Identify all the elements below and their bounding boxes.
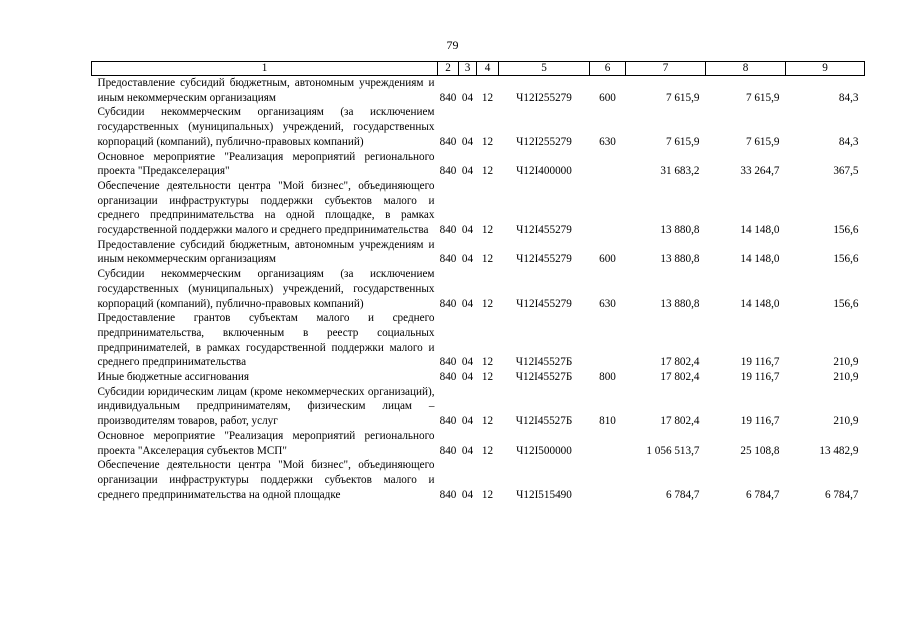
row-amount-col7: 17 802,4 — [660, 415, 700, 428]
header-col-5: 5 — [499, 62, 590, 76]
row-section-code: 04 — [461, 135, 474, 148]
row-description: Обеспечение деятельности центра "Мой бизнес", объединяющего организации инфраструктуры поддержки субъектов малого и среднего предпринимательства на одной площадке, в рамках государственной поддержки малого и среднего предпринимательства — [97, 179, 435, 237]
row-expense-type: 630 — [599, 297, 616, 310]
row-amount-col7: 13 880,8 — [660, 297, 700, 310]
table-row — [92, 458, 865, 502]
row-amount-col8: 7 615,9 — [745, 91, 780, 104]
header-col-3: 3 — [459, 62, 477, 76]
row-amount-col8: 14 148,0 — [740, 253, 780, 266]
row-expense-type — [590, 311, 626, 370]
row-amount-col7: 7 615,9 — [665, 135, 700, 148]
row-amount-col9: 210,9 — [833, 371, 859, 384]
row-expense-type — [590, 150, 626, 179]
table-row — [92, 429, 865, 458]
header-col-4: 4 — [477, 62, 499, 76]
row-ministry-code: 840 — [439, 253, 457, 266]
row-description: Предоставление субсидий бюджетным, автономным учреждениям и иным некоммерческим организациям — [97, 77, 435, 104]
row-amount-col7: 17 802,4 — [660, 371, 700, 384]
header-col-7: 7 — [626, 62, 706, 76]
table-row — [92, 311, 865, 370]
row-section-code: 04 — [461, 91, 474, 104]
row-amount-col7: 31 683,2 — [660, 165, 700, 178]
row-target-article: Ч12I45527Б — [515, 371, 573, 384]
row-target-article: Ч12I515490 — [516, 488, 572, 501]
row-amount-col7: 13 880,8 — [660, 253, 700, 266]
row-ministry-code: 840 — [439, 224, 457, 237]
row-amount-col7: 1 056 513,7 — [646, 444, 700, 457]
row-amount-col9: 84,3 — [838, 135, 859, 148]
row-amount-col8: 19 116,7 — [740, 371, 780, 384]
row-subsection-code: 12 — [481, 415, 494, 428]
row-section-code: 04 — [461, 224, 474, 237]
row-amount-col7: 13 880,8 — [660, 224, 700, 237]
row-target-article: Ч12I255279 — [516, 91, 572, 104]
table-row — [92, 238, 865, 267]
row-target-article: Ч12I400000 — [516, 165, 572, 178]
row-target-article: Ч12I45527Б — [515, 415, 573, 428]
row-description: Основное мероприятие "Реализация мероприятий регионального проекта "Предакселерация" — [97, 150, 435, 178]
row-subsection-code: 12 — [481, 356, 494, 369]
table-row — [92, 105, 865, 149]
row-description: Предоставление субсидий бюджетным, автономным учреждениям и иным некоммерческим организациям — [97, 238, 435, 266]
row-description: Предоставление грантов субъектам малого и среднего предпринимательства, включенным в реестр социальных предпринимателей, в рамках государственной поддержки малого и среднего предпринимательства — [97, 312, 435, 369]
row-amount-col8: 19 116,7 — [740, 415, 780, 428]
row-amount-col9: 156,6 — [833, 253, 859, 266]
table-row — [92, 385, 865, 429]
row-target-article: Ч12I455279 — [516, 224, 572, 237]
row-expense-type: 810 — [599, 415, 616, 428]
row-amount-col9: 210,9 — [833, 356, 859, 369]
row-subsection-code: 12 — [481, 488, 494, 501]
row-target-article: Ч12I455279 — [516, 253, 572, 266]
row-amount-col9: 156,6 — [833, 297, 859, 310]
table-row — [92, 150, 865, 179]
row-description: Субсидии некоммерческим организациям (за исключением государственных (муниципальных) учреждений, государственных корпораций (компаний), публично-правовых компаний) — [97, 268, 435, 310]
row-section-code: 04 — [461, 297, 474, 310]
row-target-article: Ч12I455279 — [516, 297, 572, 310]
row-ministry-code: 840 — [439, 135, 457, 148]
row-amount-col8: 19 116,7 — [740, 356, 780, 369]
row-section-code: 04 — [461, 356, 474, 369]
table-body — [92, 76, 865, 503]
header-col-6: 6 — [590, 62, 626, 76]
row-amount-col8: 14 148,0 — [740, 297, 780, 310]
row-ministry-code: 840 — [439, 444, 457, 457]
row-amount-col9: 84,3 — [838, 91, 859, 104]
row-amount-col8: 33 264,7 — [740, 165, 780, 178]
row-description: Субсидии некоммерческим организациям (за исключением государственных (муниципальных) учреждений, государственных корпораций (компаний), публично-правовых компаний) — [97, 106, 435, 148]
row-ministry-code: 840 — [439, 91, 457, 104]
row-subsection-code: 12 — [481, 224, 494, 237]
row-expense-type — [590, 458, 626, 502]
row-expense-type: 630 — [599, 135, 616, 148]
row-subsection-code: 12 — [481, 165, 494, 178]
row-amount-col8: 14 148,0 — [740, 224, 780, 237]
row-amount-col8: 25 108,8 — [740, 444, 780, 457]
header-row — [92, 62, 865, 76]
header-col-9: 9 — [786, 62, 865, 76]
row-ministry-code: 840 — [439, 488, 457, 501]
row-expense-type — [590, 429, 626, 458]
row-description: Обеспечение деятельности центра "Мой бизнес", объединяющего организации инфраструктуры поддержки субъектов малого и среднего предпринимательства на одной площадке — [97, 459, 435, 501]
row-target-article: Ч12I45527Б — [515, 356, 573, 369]
row-subsection-code: 12 — [481, 135, 494, 148]
row-description: Иные бюджетные ассигнования — [97, 371, 249, 384]
row-amount-col8: 7 615,9 — [745, 135, 780, 148]
row-ministry-code: 840 — [439, 415, 457, 428]
row-expense-type: 600 — [599, 253, 616, 266]
header-col-2: 2 — [438, 62, 459, 76]
row-description: Основное мероприятие "Реализация мероприятий регионального проекта "Акселерация субъектов МСП" — [97, 429, 435, 457]
row-amount-col9: 13 482,9 — [819, 444, 859, 457]
row-section-code: 04 — [461, 165, 474, 178]
row-amount-col7: 7 615,9 — [665, 91, 700, 104]
row-subsection-code: 12 — [481, 444, 494, 457]
row-section-code: 04 — [461, 488, 474, 501]
row-section-code: 04 — [461, 253, 474, 266]
budget-table — [91, 61, 865, 502]
row-subsection-code: 12 — [481, 253, 494, 266]
page-number: 79 — [446, 38, 459, 52]
row-ministry-code: 840 — [439, 297, 457, 310]
row-amount-col9: 6 784,7 — [824, 488, 859, 501]
row-amount-col8: 6 784,7 — [745, 488, 780, 501]
row-amount-col9: 156,6 — [833, 224, 859, 237]
table-row — [92, 267, 865, 311]
row-ministry-code: 840 — [439, 165, 457, 178]
row-section-code: 04 — [461, 444, 474, 457]
row-amount-col9: 367,5 — [833, 165, 859, 178]
row-section-code: 04 — [461, 371, 474, 384]
table-row — [92, 179, 865, 238]
row-expense-type — [590, 179, 626, 238]
table-row — [92, 370, 865, 385]
row-subsection-code: 12 — [481, 371, 494, 384]
row-description: Субсидии юридическим лицам (кроме некоммерческих организаций), индивидуальным предпринимателям, физическим лицам – производителям товаров, работ, услуг — [97, 385, 435, 428]
row-amount-col7: 17 802,4 — [660, 356, 700, 369]
row-target-article: Ч12I500000 — [516, 444, 572, 457]
header-col-1: 1 — [92, 62, 438, 76]
table-row — [92, 76, 865, 106]
header-col-8: 8 — [706, 62, 786, 76]
row-amount-col7: 6 784,7 — [665, 488, 700, 501]
row-subsection-code: 12 — [481, 91, 494, 104]
row-target-article: Ч12I255279 — [516, 135, 572, 148]
row-amount-col9: 210,9 — [833, 415, 859, 428]
row-expense-type: 600 — [599, 91, 616, 104]
row-section-code: 04 — [461, 415, 474, 428]
row-ministry-code: 840 — [439, 356, 457, 369]
row-expense-type: 800 — [599, 371, 616, 384]
row-ministry-code: 840 — [439, 371, 457, 384]
row-subsection-code: 12 — [481, 297, 494, 310]
